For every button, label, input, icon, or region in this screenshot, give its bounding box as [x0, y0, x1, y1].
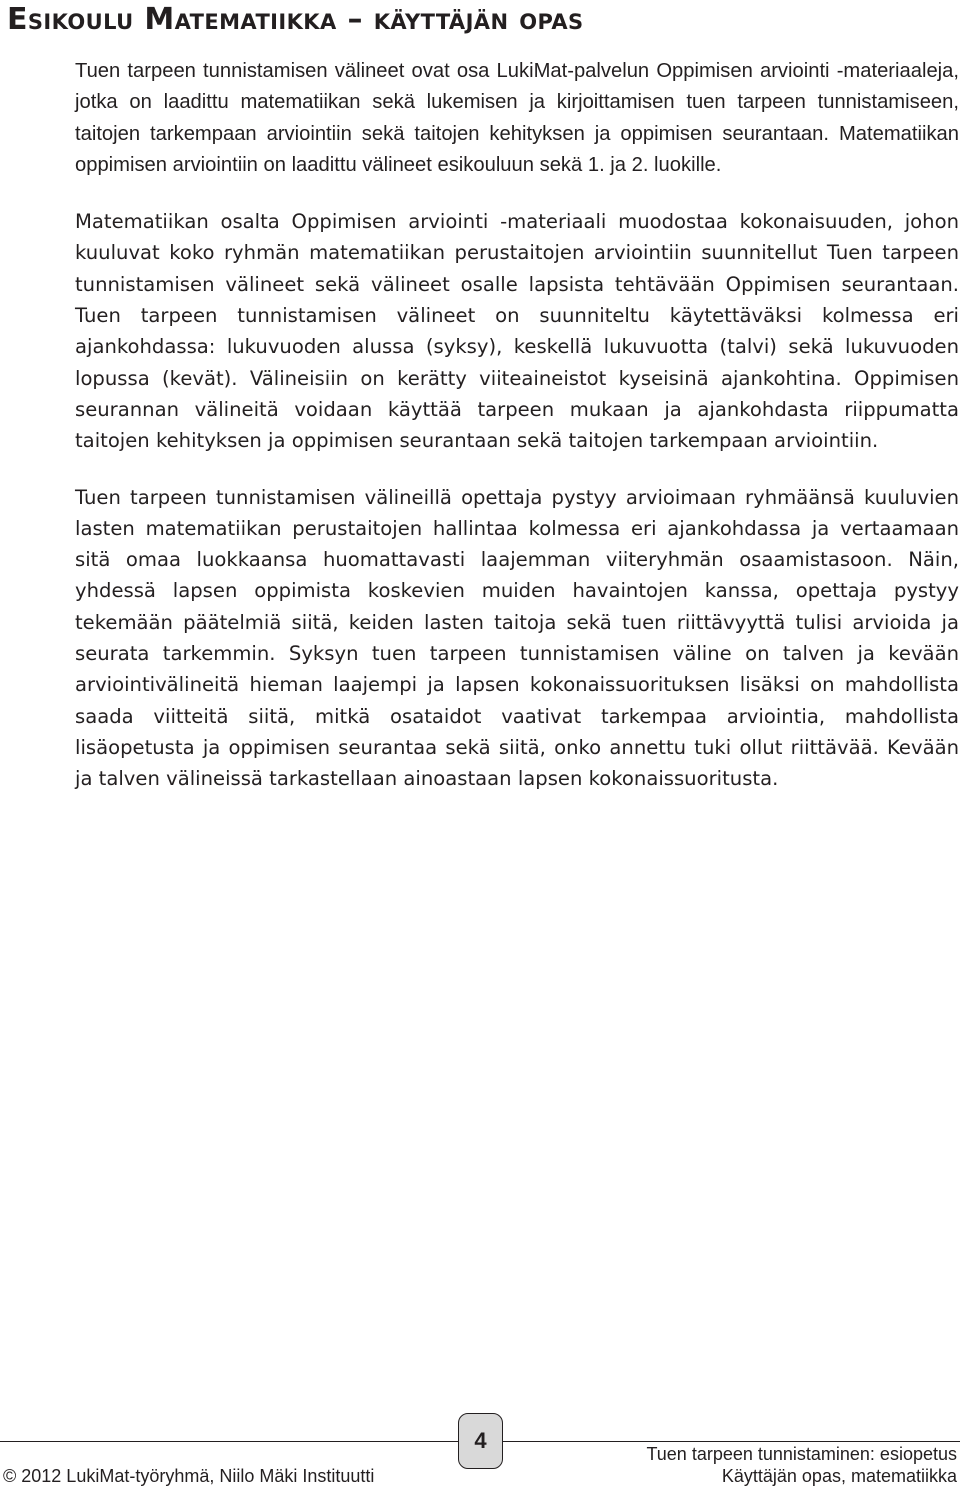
assessment-paragraph: Matematiikan osalta Oppimisen arviointi -materiaali muodostaa kokonaisuuden, johon kuuluvat koko ryhmän matematiikan perustaitojen arviointiin suunnitellut Tuen tarpeen tunnistamisen välineet sekä välineet osalle lapsista tehtävään Oppimisen seurantaan. Tuen tarpeen tunnistamisen välineet on suunniteltu käytettäväksi kolmessa eri ajankohdassa: lukuvuoden alussa (syksy), keskellä lukuvuotta (talvi) sekä lukuvuoden lopussa (kevät). Välineisiin on kerätty viiteaineistot kyseisinä ajankohtina. Oppimisen seurannan välineitä voidaan käyttää tarpeen mukaan ja ajankohdasta riippumatta taitojen kehityksen ja oppimisen seurantaan sekä taitojen tarkempaan arviointiin.	[75, 210, 959, 453]
footer-rule-left	[0, 1441, 458, 1442]
footer-document-subtitle: Käyttäjän opas, matematiikka	[721, 1466, 957, 1486]
footer-document-info	[646, 1443, 957, 1487]
page-header-title: Esikoulu Matematiikka – käyttäjän opas	[7, 2, 584, 37]
intro-paragraph: Tuen tarpeen tunnistamisen välineet ovat osa LukiMat-palvelun Oppimisen arviointi -materiaaleja, jotka on laadittu matematiikan sekä lukemisen ja kirjoittamisen tuen tarpeen tunnistamiseen, taitojen tarkempaan arviointiin sekä taitojen kehityksen ja oppimisen seurantaan. Matematiikan oppimisen arviointiin on laadittu välineet esikouluun sekä 1. ja 2. luokille.	[75, 60, 959, 176]
page-number-tab	[458, 1413, 503, 1469]
footer-copyright: © 2012 LukiMat-työryhmä, Niilo Mäki Instituutti	[3, 1466, 375, 1486]
main-content	[75, 56, 959, 795]
teacher-paragraph: Tuen tarpeen tunnistamisen välineillä opettaja pystyy arvioimaan ryhmäänsä kuuluvien lasten matematiikan perustaitojen hallintaa kolmessa eri ajankohdassa ja vertaamaan sitä omaa luokkaansa huomattavasti laajemman viiteryhmän osaamistasoon. Näin, yhdessä lapsen oppimista koskevien muiden havaintojen kanssa, opettaja pystyy tekemään päätelmiä siitä, keiden lasten taitoja sekä tuen riittävyyttä tulisi arvioida ja seurata tarkemmin. Syksyn tuen tarpeen tunnistamisen väline on talven ja kevään arviointivälineitä hieman laajempi ja lapsen kokonaissuorituksen lisäksi on mahdollista saada viitteitä siitä, mitkä osataidot vaativat tarkempaa arviointia, mahdollista lisäopetusta ja oppimisen seurantaa sekä siitä, onko annettu tuki ollut riittävää. Kevään ja talven välineissä tarkastellaan ainoastaan lapsen kokonaissuoritusta.	[75, 485, 959, 791]
footer-document-title: Tuen tarpeen tunnistaminen: esiopetus	[646, 1444, 957, 1464]
footer-rule-right	[503, 1441, 960, 1442]
page-number: 4	[474, 1428, 487, 1453]
